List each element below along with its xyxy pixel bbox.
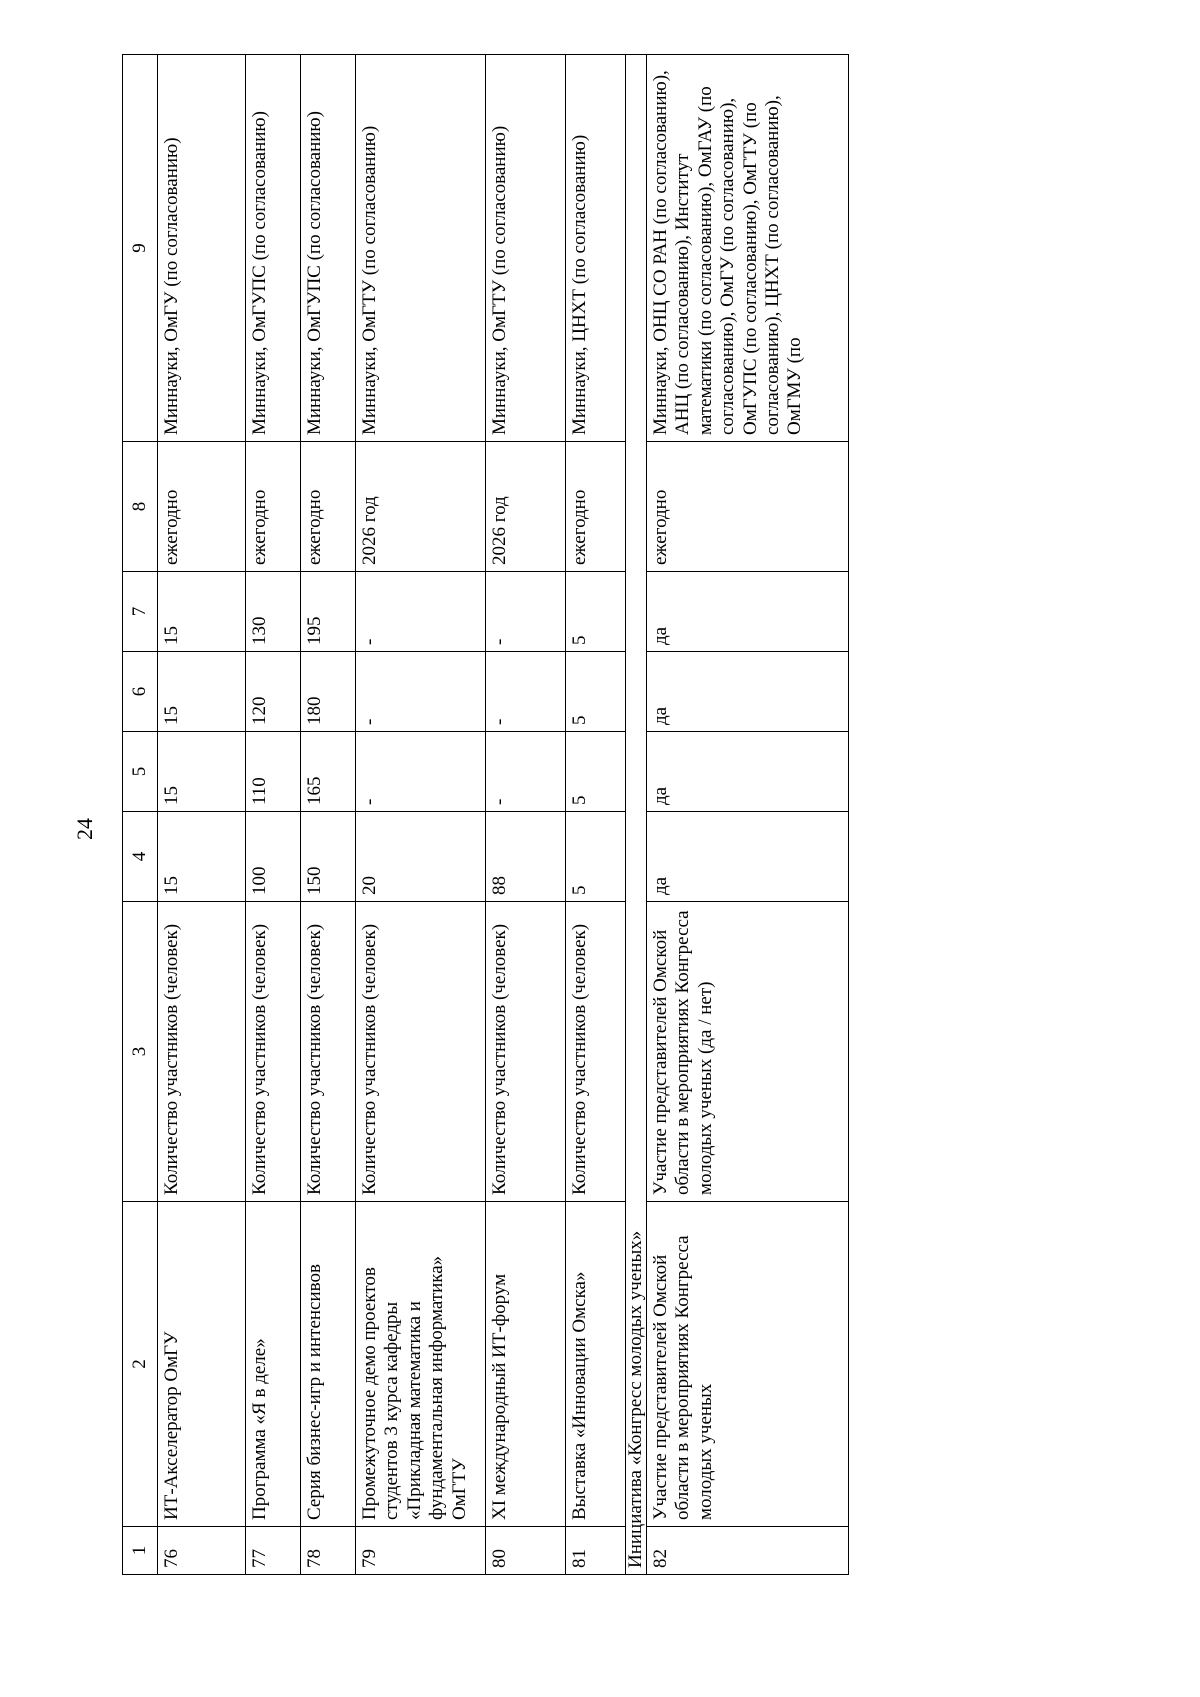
event-name: Участие представителей Омской области в мероприятиях Конгресса молодых ученых — [647, 1202, 849, 1527]
table-row — [647, 55, 849, 1575]
executors: Миннауки, ЦНХТ (по согласованию) — [566, 55, 626, 442]
value-2026: 88 — [486, 812, 566, 902]
header-cell: 9 — [123, 55, 158, 442]
executors: Миннауки, ОмГТУ (по согласованию) — [356, 55, 486, 442]
value-2028: 120 — [246, 652, 301, 732]
event-name: Промежуточное демо проектов студентов 3 курса кафедры «Прикладная математика и фундаментальная информатика» ОмГТУ — [356, 1202, 486, 1527]
header-cell: 3 — [123, 902, 158, 1202]
value-2029: да — [647, 572, 849, 652]
row-number: 78 — [301, 1527, 356, 1575]
value-2027: - — [356, 732, 486, 812]
header-cell: 2 — [123, 1202, 158, 1527]
value-2026: 100 — [246, 812, 301, 902]
table-row — [356, 55, 486, 1575]
term: ежегодно — [158, 442, 246, 572]
table-row — [158, 55, 246, 1575]
header-cell: 6 — [123, 652, 158, 732]
header-row — [123, 55, 158, 1575]
term: ежегодно — [566, 442, 626, 572]
value-2029: - — [486, 572, 566, 652]
event-name: XI международный ИТ-форум — [486, 1202, 566, 1527]
event-name: ИТ-Акселератор ОмГУ — [158, 1202, 246, 1527]
section-row — [626, 55, 647, 1575]
indicator: Количество участников (человек) — [486, 902, 566, 1202]
value-2027: 15 — [158, 732, 246, 812]
value-2026: 5 — [566, 812, 626, 902]
indicator: Количество участников (человек) — [246, 902, 301, 1202]
header-cell: 8 — [123, 442, 158, 572]
header-cell: 7 — [123, 572, 158, 652]
value-2026: 150 — [301, 812, 356, 902]
row-number: 79 — [356, 1527, 486, 1575]
value-2027: 165 — [301, 732, 356, 812]
indicator: Участие представителей Омской области в мероприятиях Конгресса молодых ученых (да / нет) — [647, 902, 849, 1202]
value-2028: - — [486, 652, 566, 732]
row-number: 82 — [647, 1527, 849, 1575]
value-2029: 5 — [566, 572, 626, 652]
header-cell: 1 — [123, 1527, 158, 1575]
value-2028: 5 — [566, 652, 626, 732]
row-number: 76 — [158, 1527, 246, 1575]
value-2027: - — [486, 732, 566, 812]
row-number: 80 — [486, 1527, 566, 1575]
table-row — [301, 55, 356, 1575]
event-name: Программа «Я в деле» — [246, 1202, 301, 1527]
executors: Миннауки, ОмГУПС (по согласованию) — [301, 55, 356, 442]
value-2027: 5 — [566, 732, 626, 812]
value-2028: 180 — [301, 652, 356, 732]
term: 2026 год — [356, 442, 486, 572]
section-title: Инициатива «Конгресс молодых ученых» — [626, 55, 647, 1575]
event-name: Выставка «Инновации Омска» — [566, 1202, 626, 1527]
event-name: Серия бизнес-игр и интенсивов — [301, 1202, 356, 1527]
header-cell: 5 — [123, 732, 158, 812]
row-number: 77 — [246, 1527, 301, 1575]
data-table — [122, 54, 849, 1575]
page-number: 24 — [72, 818, 97, 840]
table-row — [246, 55, 301, 1575]
value-2026: 20 — [356, 812, 486, 902]
executors: Миннауки, ОмГУ (по согласованию) — [158, 55, 246, 442]
term: ежегодно — [301, 442, 356, 572]
term: 2026 год — [486, 442, 566, 572]
executors: Миннауки, ОНЦ СО РАН (по согласованию), АНЦ (по согласованию), Институт математики (по согласованию), ОмГАУ (по согласованию), ОмГУ (по согласованию), ОмГУПС (по согласованию), ОмГТУ (по согласованию), ЦНХТ (по согласованию), ОмГМУ (по — [647, 55, 849, 442]
value-2029: - — [356, 572, 486, 652]
table-row — [566, 55, 626, 1575]
value-2028: - — [356, 652, 486, 732]
term: ежегодно — [647, 442, 849, 572]
executors: Миннауки, ОмГУПС (по согласованию) — [246, 55, 301, 442]
value-2026: 15 — [158, 812, 246, 902]
value-2026: да — [647, 812, 849, 902]
value-2027: 110 — [246, 732, 301, 812]
row-number: 81 — [566, 1527, 626, 1575]
value-2028: да — [647, 652, 849, 732]
indicator: Количество участников (человек) — [566, 902, 626, 1202]
indicator: Количество участников (человек) — [158, 902, 246, 1202]
value-2029: 15 — [158, 572, 246, 652]
indicator: Количество участников (человек) — [301, 902, 356, 1202]
indicator: Количество участников (человек) — [356, 902, 486, 1202]
table-row — [486, 55, 566, 1575]
value-2028: 15 — [158, 652, 246, 732]
value-2029: 130 — [246, 572, 301, 652]
term: ежегодно — [246, 442, 301, 572]
value-2029: 195 — [301, 572, 356, 652]
value-2027: да — [647, 732, 849, 812]
executors: Миннауки, ОмГТУ (по согласованию) — [486, 55, 566, 442]
header-cell: 4 — [123, 812, 158, 902]
rotated-table-container — [122, 55, 1122, 1575]
